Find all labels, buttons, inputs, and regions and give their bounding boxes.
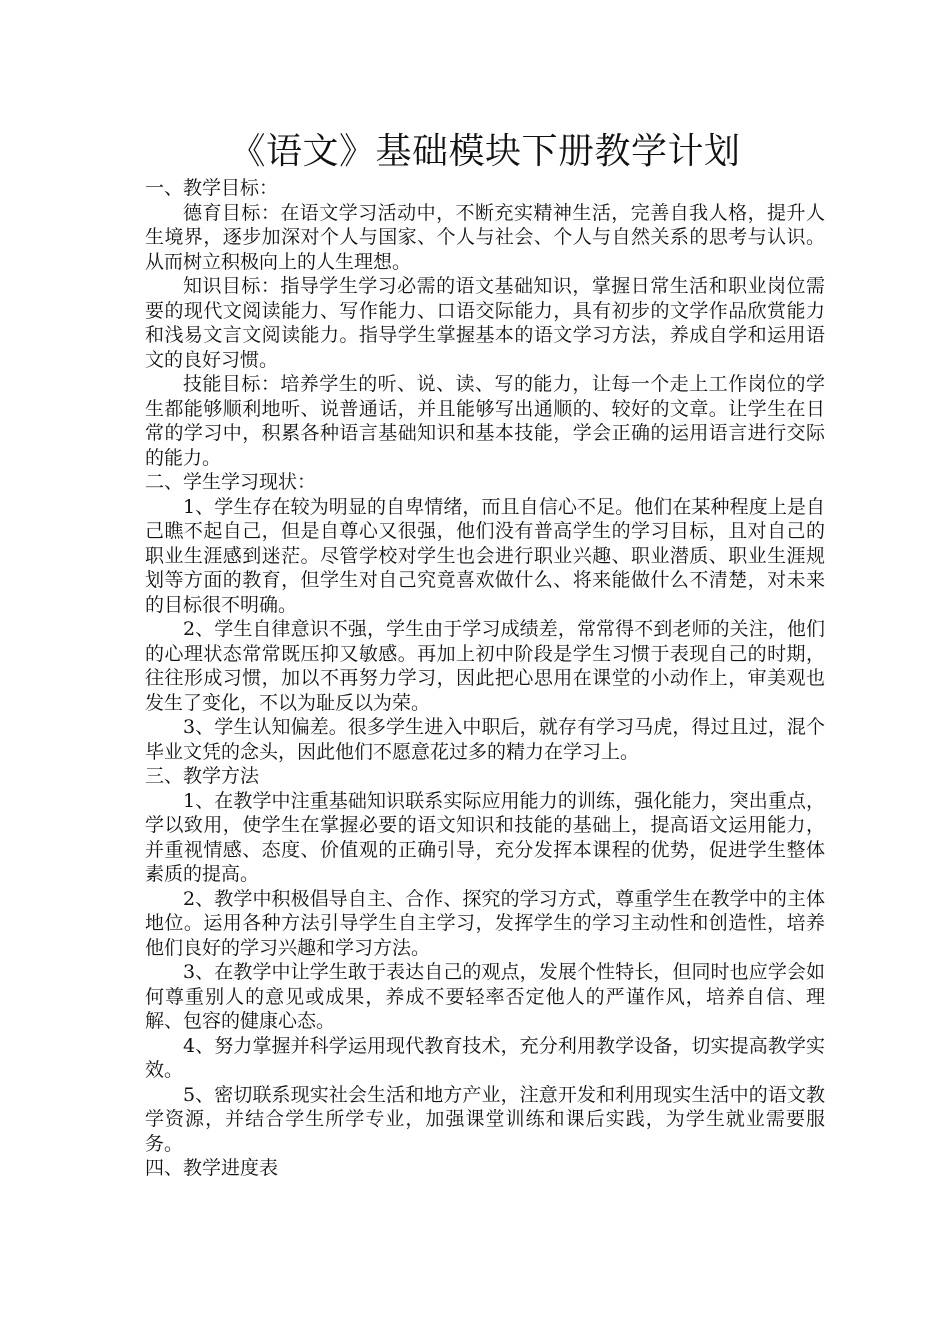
section-teaching-goals xyxy=(145,176,825,470)
document-body xyxy=(145,128,825,1181)
paragraph-method-4: 4、努力掌握并科学运用现代教育技术，充分利用教学设备，切实提高教学实效。 xyxy=(145,1034,825,1081)
section-heading: 四、教学进度表 xyxy=(145,1157,279,1179)
paragraph-method-5: 5、密切联系现实社会生活和地方产业，注意开发和利用现实生活中的语文教学资源，并结合学生所学专业，加强课堂训练和课后实践，为学生就业需要服务。 xyxy=(145,1083,825,1155)
paragraph-status-3: 3、学生认知偏差。很多学生进入中职后，就存有学习马虎，得过且过，混个毕业文凭的念头，因此他们不愿意花过多的精力在学习上。 xyxy=(145,716,825,763)
section-teaching-methods xyxy=(145,764,825,1156)
paragraph-method-3: 3、在教学中让学生敢于表达自己的观点，发展个性特长，但同时也应学会如何尊重别人的意见或成果，养成不要轻率否定他人的严谨作风，培养自信、理解、包容的健康心态。 xyxy=(145,961,825,1032)
section-heading: 二、学生学习现状： xyxy=(145,471,317,493)
paragraph-skill-goal: 技能目标：培养学生的听、说、读、写的能力，让每一个走上工作岗位的学生都能够顺利地听、说普通话，并且能够写出通顺的、较好的文章。让学生在日常的学习中，积累各种语言基础知识和基本技能，学会正确的运用语言进行交际的能力。 xyxy=(145,373,825,469)
section-student-status xyxy=(145,470,825,764)
paragraph-method-1: 1、在教学中注重基础知识联系实际应用能力的训练，强化能力，突出重点，学以致用，使学生在掌握必要的语文知识和技能的基础上，提高语文运用能力，并重视情感、态度、价值观的正确引导，充分发挥本课程的优势，促进学生整体素质的提高。 xyxy=(145,789,825,885)
section-teaching-schedule xyxy=(145,1156,825,1181)
paragraph-moral-goal: 德育目标：在语文学习活动中，不断充实精神生活，完善自我人格，提升人生境界，逐步加深对个人与国家、个人与社会、个人与自然关系的思考与认识。从而树立积极向上的人生理想。 xyxy=(145,201,825,273)
paragraph-knowledge-goal: 知识目标：指导学生学习必需的语文基础知识，掌握日常生活和职业岗位需要的现代文阅读能力、写作能力、口语交际能力，具有初步的文学作品欣赏能力和浅易文言文阅读能力。指导学生掌握基本的语文学习方法，养成自学和运用语文的良好习惯。 xyxy=(145,275,825,371)
section-heading: 一、教学目标： xyxy=(145,177,279,199)
paragraph-status-1: 1、学生存在较为明显的自卑情绪，而且自信心不足。他们在某种程度上是自己瞧不起自己，但是自尊心又很强，他们没有普高学生的学习目标，且对自己的职业生涯感到迷茫。尽管学校对学生也会进行职业兴趣、职业潜质、职业生涯规划等方面的教育，但学生对自己究竟喜欢做什么、将来能做什么不清楚，对未来的目标很不明确。 xyxy=(145,495,825,616)
paragraph-method-2: 2、教学中积极倡导自主、合作、探究的学习方式，尊重学生在教学中的主体地位。运用各种方法引导学生自主学习，发挥学生的学习主动性和创造性，培养他们良好的学习兴趣和学习方法。 xyxy=(145,887,825,959)
paragraph-status-2: 2、学生自律意识不强，学生由于学习成绩差，常常得不到老师的关注，他们的心理状态常常既压抑又敏感。再加上初中阶段是学生习惯于表现自己的时期，往往形成习惯，加以不再努力学习，因此把心思用在课堂的小动作上，审美观也发生了变化，不以为耻反以为荣。 xyxy=(145,618,825,714)
document-title: 《语文》基础模块下册教学计划 xyxy=(229,131,741,172)
section-heading: 三、教学方法 xyxy=(145,765,260,787)
